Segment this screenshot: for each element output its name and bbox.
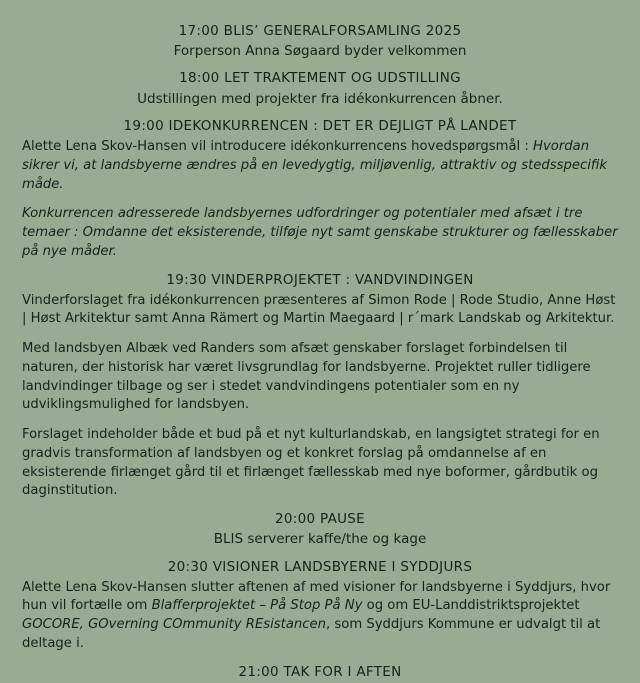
program-item-generalforsamling	[22, 22, 618, 60]
paragraph-text-italic: Hvordan sikrer vi, at landsbyerne ændres på en levedygtig, miljøvenlig, attraktiv og stedsspecifik måde.	[22, 139, 608, 192]
program-item-heading: 19:30 VINDERPROJEKTET : VANDVINDINGEN	[166, 271, 474, 288]
paragraph-text-italic: GOCORE, GOverning COmmunity REsistancen	[22, 617, 327, 633]
program-item-paragraph	[22, 579, 618, 654]
program-item-paragraph-italic: Konkurrencen adresserede landsbyernes udfordringer og potentialer med afsæt i tre temaer : Omdanne det eksisterende, tilføje nyt samt genskabe strukturer og fællesskaber på nye måder.	[22, 206, 618, 259]
paragraph-text-italic: Blafferprojektet – På Stop På Ny	[151, 598, 363, 614]
program-item-heading: 20:30 VISIONER LANDSBYERNE I SYDDJURS	[167, 558, 473, 575]
program-item-pause	[22, 510, 618, 548]
program-item-heading: 18:00 LET TRAKTEMENT OG UDSTILLING	[179, 70, 461, 87]
program-item-heading: 21:00 TAK FOR I AFTEN	[238, 663, 402, 680]
program-item-paragraph	[22, 138, 618, 194]
program-item-heading: 20:00 PAUSE	[275, 511, 365, 528]
program-item-heading: 19:00 IDEKONKURRENCEN : DET ER DEJLIGT PÅ LANDET	[123, 117, 517, 134]
program-item-idekonkurrencen	[22, 117, 618, 262]
program-item-paragraph: Forslaget indeholder både et bud på et nyt kulturlandskab, en langsigtet strategi for en gradvis transformation af landsbyen og et konkret forslag på omdannelse af en eksisterende firlænget gård til et firlænget fællesskab med nye boformer, gårdbutik og daginstitution.	[22, 427, 600, 499]
program-item-tak-for-i-aften	[22, 663, 618, 683]
paragraph-text-plain: Alette Lena Skov-Hansen slutter aftenen af med visioner for landsbyerne i Syddjurs, hvor hun vil fortælle om	[22, 579, 611, 614]
program-item-heading: 17:00 BLIS’ GENERALFORSAMLING 2025	[178, 23, 462, 39]
program-item-visioner	[22, 558, 618, 654]
program-item-subtitle: Udstillingen med projekter fra idékonkurrencen åbner.	[137, 90, 503, 107]
program-item-subtitle: BLIS serverer kaffe/the og kage	[213, 531, 427, 548]
paragraph-text-plain: og om EU-Landdistriktsprojektet	[362, 598, 580, 614]
program-item-subtitle: Forperson Anna Søgaard byder velkommen	[173, 43, 467, 60]
program-item-paragraph: Vinderforslaget fra idékonkurrencen præsenteres af Simon Rode | Rode Studio, Anne Høst | Høst Arkitektur samt Anna Rämert og Martin Maegaard | r´mark Landskab og Arkitektur.	[22, 292, 616, 327]
paragraph-text-plain: , som Syddjurs Kommune er udvalgt til at deltage i.	[22, 617, 601, 651]
program-item-paragraph: Med landsbyen Albæk ved Randers som afsæt genskaber forslaget forbindelsen til naturen, der historisk har været livsgrundlag for landsbyerne. Projektet ruller tidligere landvindinger tilbage og ser i stedet vandvindingens potentialer som en ny udviklingsmulighed for landsbyen.	[22, 341, 591, 413]
program-item-vinderprojektet	[22, 271, 618, 502]
program-item-traktement	[22, 69, 618, 107]
paragraph-text-plain: Alette Lena Skov-Hansen vil introducere idékonkurrencens hovedspørgsmål :	[22, 139, 534, 155]
